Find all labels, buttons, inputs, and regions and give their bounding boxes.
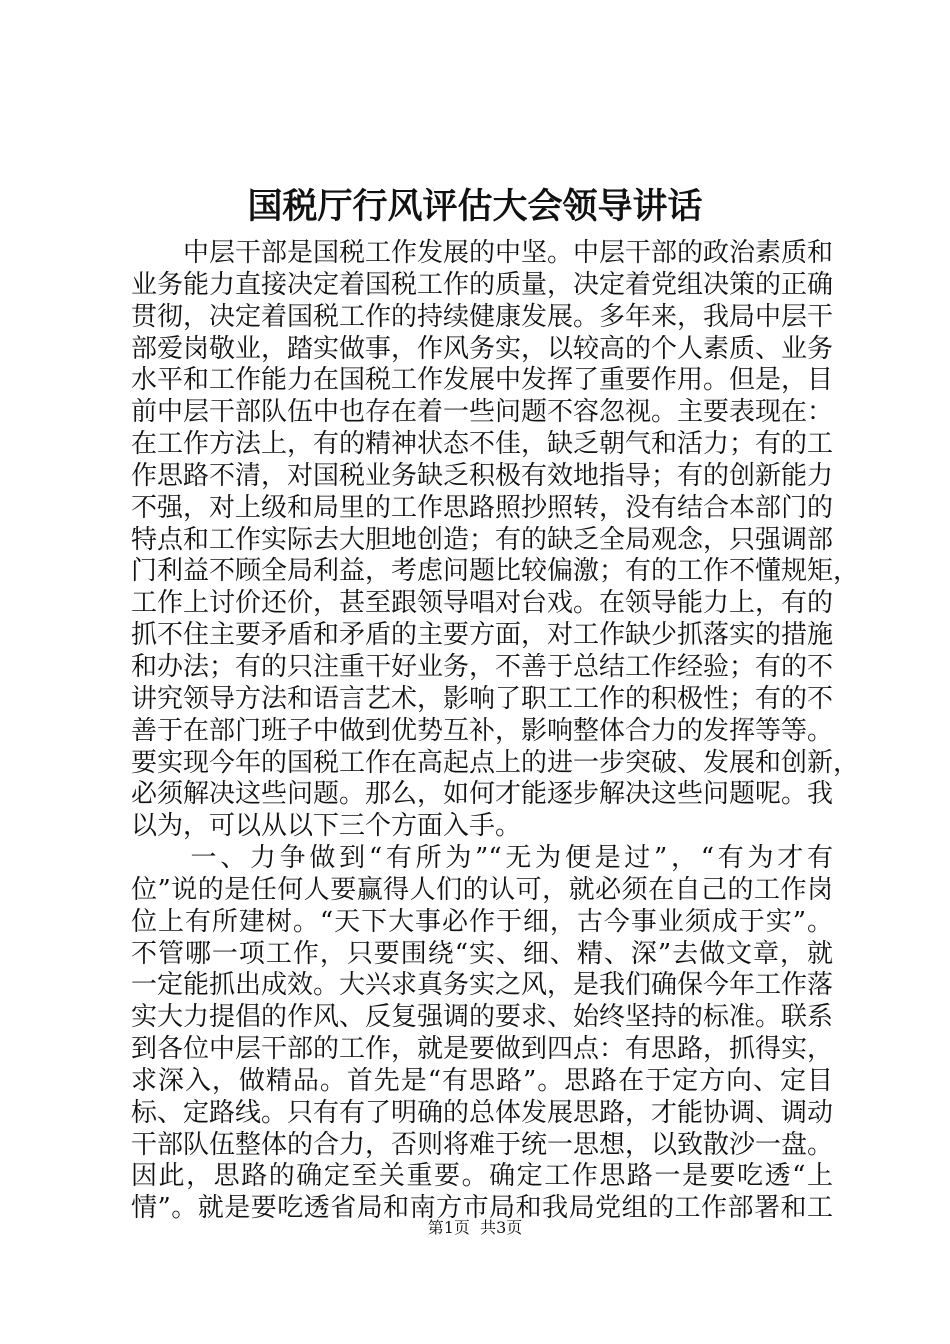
body-line: 标、定路线。只有有了明确的总体发展思路，才能协调、调动	[131, 1097, 834, 1128]
body-line: 不管哪一项工作，只要围绕“实、细、精、深”去做文章，就	[131, 938, 833, 969]
body-line: 到各位中层干部的工作，就是要做到四点：有思路，抓得实，	[131, 1034, 834, 1065]
body-line: 前中层干部队伍中也存在着一些问题不容忽视。主要表现在：	[131, 397, 834, 428]
body-line: 不强，对上级和局里的工作思路照抄照转，没有结合本部门的	[131, 492, 834, 523]
document-title: 国税厅行风评估大会领导讲话	[247, 186, 703, 227]
body-line: 因此，思路的确定至关重要。确定工作思路一是要吃透“上	[131, 1161, 833, 1192]
document-body	[131, 238, 860, 1225]
body-line: 干部队伍整体的合力，否则将难于统一思想，以致散沙一盘。	[131, 1129, 834, 1160]
body-line: 位上有所建树。“天下大事必作于细，古今事业须成于实”。	[131, 906, 833, 937]
body-line: 水平和工作能力在国税工作发展中发挥了重要作用。但是，目	[131, 365, 834, 396]
body-line: 必须解决这些问题。那么，如何才能逐步解决这些问题呢。我	[131, 779, 834, 810]
body-line: 贯彻，决定着国税工作的持续健康发展。多年来，我局中层干	[131, 301, 834, 332]
body-line: 部爱岗敬业，踏实做事，作风务实，以较高的个人素质、业务	[131, 333, 834, 364]
body-line: 作思路不清，对国税业务缺乏积极有效地指导；有的创新能力	[131, 460, 834, 491]
body-line: 门利益不顾全局利益，考虑问题比较偏激；有的工作不懂规矩，	[131, 556, 860, 587]
body-line: 以为，可以从以下三个方面入手。	[131, 811, 522, 842]
page-footer	[0, 1216, 950, 1240]
body-line: 工作上讨价还价，甚至跟领导唱对台戏。在领导能力上，有的	[131, 588, 834, 619]
body-line: 求深入，做精品。首先是“有思路”。思路在于定方向、定目	[131, 1065, 833, 1096]
body-line: 要实现今年的国税工作在高起点上的进一步突破、发展和创新，	[131, 747, 860, 778]
body-line: 讲究领导方法和语言艺术，影响了职工工作的积极性；有的不	[131, 683, 834, 714]
body-line: 和办法；有的只注重干好业务，不善于总结工作经验；有的不	[131, 651, 834, 682]
body-line: 情”。就是要吃透省局和南方市局和我局党组的工作部署和工	[131, 1193, 833, 1224]
body-line: 特点和工作实际去大胆地创造；有的缺乏全局观念，只强调部	[131, 524, 834, 555]
body-line: 实大力提倡的作风、反复强调的要求、始终坚持的标准。联系	[131, 1002, 834, 1033]
body-line: 在工作方法上，有的精神状态不佳，缺乏朝气和活力；有的工	[131, 429, 834, 460]
body-line: 一、力争做到“有所为”“无为便是过”，“有为才有	[131, 843, 833, 874]
body-line: 抓不住主要矛盾和矛盾的主要方面，对工作缺少抓落实的措施	[131, 620, 834, 651]
body-line: 业务能力直接决定着国税工作的质量，决定着党组决策的正确	[131, 269, 834, 300]
body-line: 一定能抓出成效。大兴求真务实之风，是我们确保今年工作落	[131, 970, 834, 1001]
body-line: 中层干部是国税工作发展的中坚。中层干部的政治素质和	[131, 238, 834, 268]
body-line: 位”说的是任何人要赢得人们的认可，就必须在自己的工作岗	[131, 874, 833, 905]
body-line: 善于在部门班子中做到优势互补，影响整体合力的发挥等等。	[131, 715, 834, 746]
page-number-label: 第1页 共3页	[427, 1218, 523, 1237]
